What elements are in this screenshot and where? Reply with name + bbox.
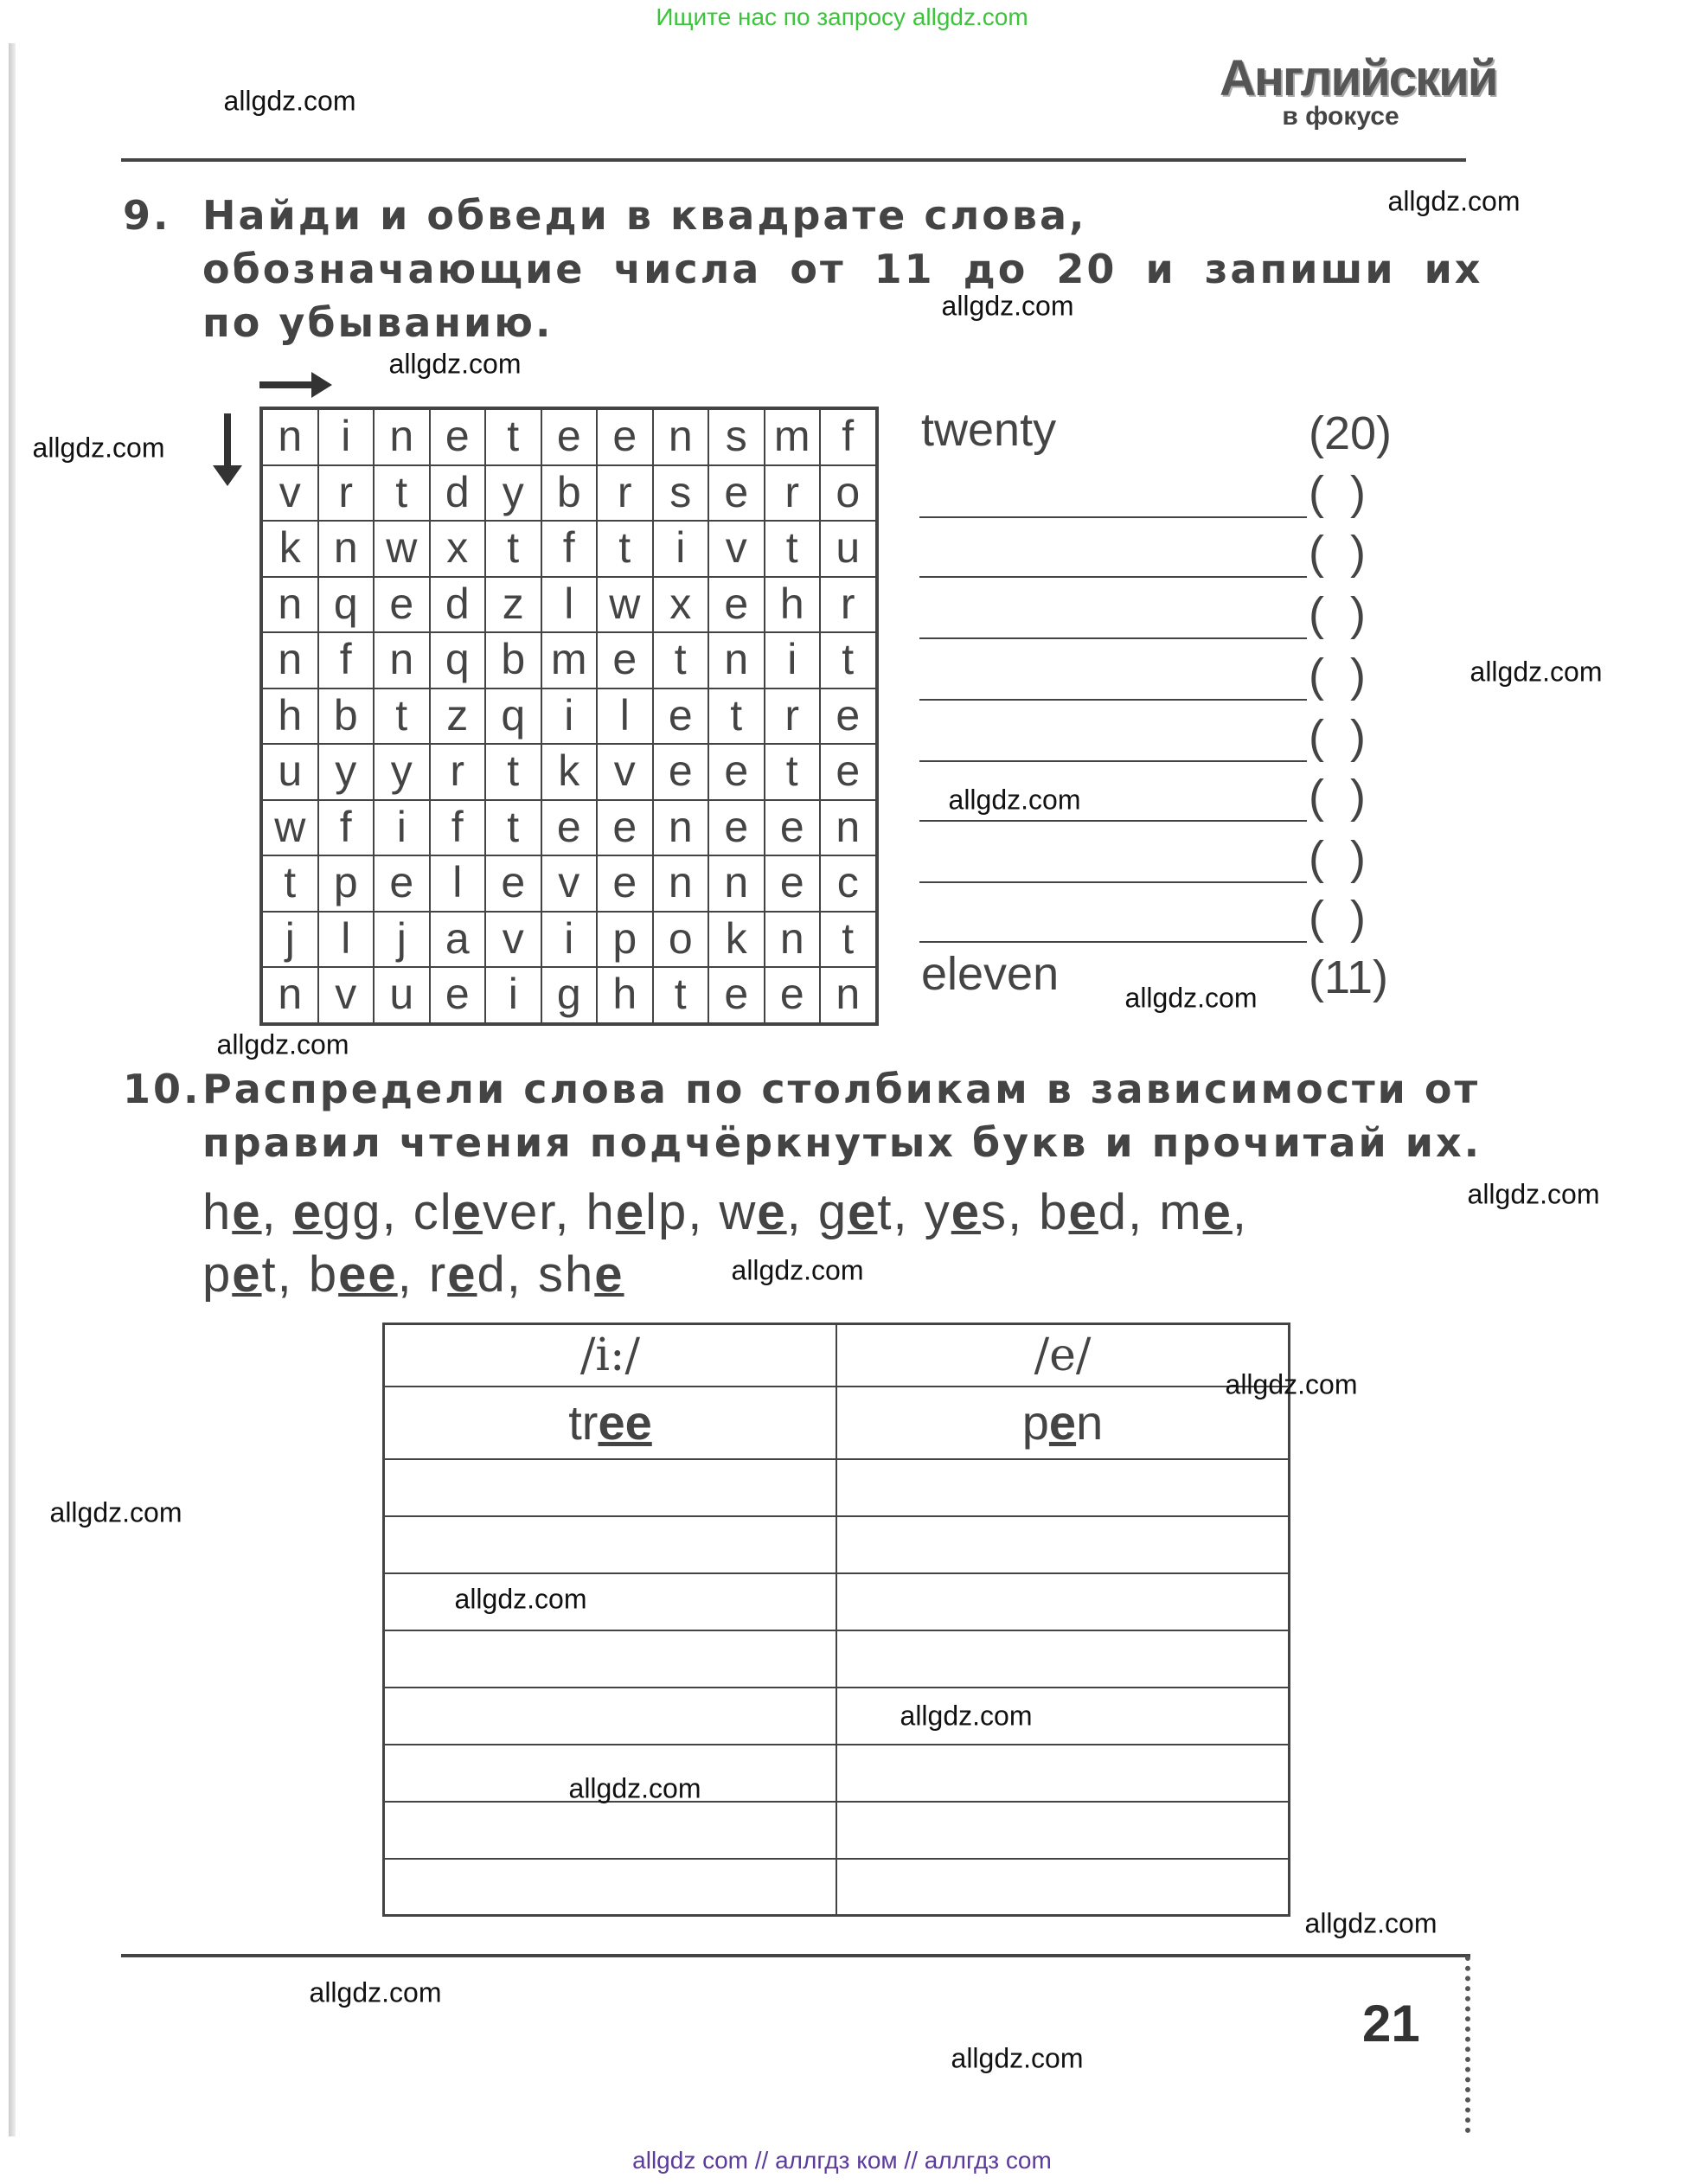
grid-letter[interactable]: e xyxy=(820,744,876,800)
watermark: allgdz.com xyxy=(1304,1907,1437,1939)
table-cell[interactable] xyxy=(384,1573,837,1630)
grid-letter[interactable]: h xyxy=(597,967,653,1023)
grid-letter[interactable]: e xyxy=(541,800,598,856)
grid-letter[interactable]: i xyxy=(541,912,598,968)
grid-letter[interactable]: v xyxy=(485,912,541,968)
word: me xyxy=(1159,1184,1233,1240)
grid-letter[interactable]: t xyxy=(262,855,318,912)
word: bed xyxy=(1039,1184,1129,1240)
watermark: allgdz.com xyxy=(941,290,1074,322)
table-cell[interactable] xyxy=(836,1859,1290,1916)
grid-letter[interactable]: n xyxy=(374,632,430,689)
header-divider xyxy=(121,158,1466,162)
grid-letter[interactable]: n xyxy=(820,967,876,1023)
grid-letter[interactable]: z xyxy=(430,689,486,745)
answer-input-line[interactable] xyxy=(919,760,1307,762)
grid-letter[interactable]: t xyxy=(653,967,709,1023)
grid-letter[interactable]: u xyxy=(262,744,318,800)
grid-letter[interactable]: e xyxy=(708,577,765,633)
grid-letter[interactable]: r xyxy=(765,689,821,745)
grid-letter[interactable]: n xyxy=(653,855,709,912)
grid-letter[interactable]: m xyxy=(765,409,821,465)
table-cell[interactable] xyxy=(384,1859,837,1916)
underlined-letters: e xyxy=(951,1184,982,1240)
word: yes xyxy=(924,1184,1008,1240)
underlined-letters: ee xyxy=(598,1395,652,1450)
table-cell[interactable] xyxy=(384,1802,837,1859)
grid-letter[interactable]: e xyxy=(708,800,765,856)
grid-letter[interactable]: e xyxy=(597,632,653,689)
underlined-letters: e xyxy=(757,1184,787,1240)
grid-letter[interactable]: e xyxy=(765,967,821,1023)
grid-letter[interactable]: e xyxy=(708,967,765,1023)
word: she xyxy=(538,1246,624,1303)
grid-letter[interactable]: p xyxy=(318,855,375,912)
underlined-letters: e xyxy=(232,1246,262,1303)
answer-row xyxy=(919,464,1386,525)
grid-letter[interactable]: v xyxy=(262,465,318,522)
word: clever xyxy=(413,1184,555,1240)
grid-letter[interactable]: e xyxy=(374,577,430,633)
answer-row xyxy=(919,889,1386,950)
grid-letter[interactable]: n xyxy=(262,967,318,1023)
grid-letter[interactable]: n xyxy=(262,632,318,689)
watermark: allgdz.com xyxy=(1467,1178,1600,1210)
underlined-letters: e xyxy=(615,1184,646,1240)
grid-letter[interactable]: t xyxy=(708,689,765,745)
word: get xyxy=(817,1184,893,1240)
grid-letter[interactable]: i xyxy=(318,409,375,465)
word: we xyxy=(719,1184,787,1240)
task10-number: 10. xyxy=(123,1066,202,1112)
grid-letter[interactable]: b xyxy=(485,632,541,689)
grid-letter[interactable]: r xyxy=(430,744,486,800)
instruction-line: правил чтения подчёркнутых букв и прочитай их. xyxy=(202,1119,1482,1166)
grid-letter[interactable]: n xyxy=(653,409,709,465)
table-cell[interactable] xyxy=(836,1802,1290,1859)
arrow-down-icon xyxy=(213,413,242,486)
footer-divider xyxy=(121,1954,1470,1957)
answer-word: eleven xyxy=(921,948,1060,1000)
bottom-banner: allgdz com // аллгдз ком // аллгдз com xyxy=(632,2147,1052,2174)
table-cell[interactable] xyxy=(384,1688,837,1745)
grid-letter[interactable]: h xyxy=(262,689,318,745)
word: tree xyxy=(568,1395,652,1450)
scan-edge xyxy=(9,43,16,2136)
grid-letter[interactable]: l xyxy=(318,912,375,968)
grid-letter[interactable]: x xyxy=(430,521,486,577)
underlined-letters: e xyxy=(452,1184,483,1240)
grid-letter[interactable]: t xyxy=(765,521,821,577)
answer-row xyxy=(919,586,1386,646)
answer-row xyxy=(919,404,1393,465)
grid-letter[interactable]: u xyxy=(820,521,876,577)
answer-row xyxy=(919,647,1386,708)
answer-number: ( ) xyxy=(1309,892,1366,944)
grid-letter[interactable]: w xyxy=(597,577,653,633)
grid-letter[interactable]: a xyxy=(430,912,486,968)
watermark: allgdz.com xyxy=(1469,656,1603,688)
grid-letter[interactable]: t xyxy=(765,744,821,800)
grid-letter[interactable]: t xyxy=(820,632,876,689)
grid-letter[interactable]: d xyxy=(430,465,486,522)
grid-letter[interactable]: e xyxy=(485,855,541,912)
grid-letter[interactable]: t xyxy=(485,521,541,577)
underlined-letters: e xyxy=(447,1246,477,1303)
grid-letter[interactable]: l xyxy=(597,689,653,745)
underlined-letters: e xyxy=(292,1184,323,1240)
task10-instructions xyxy=(202,1062,1482,1169)
sorting-table xyxy=(382,1323,1290,1917)
answer-row xyxy=(919,708,1386,769)
grid-letter[interactable]: e xyxy=(597,800,653,856)
table-cell[interactable] xyxy=(836,1745,1290,1802)
answer-number: ( ) xyxy=(1309,832,1366,884)
task9-number: 9. xyxy=(123,192,171,239)
watermark: allgdz.com xyxy=(568,1772,701,1804)
answer-input-line[interactable] xyxy=(919,881,1307,883)
grid-letter[interactable]: f xyxy=(318,800,375,856)
instruction-line: Найди и обведи в квадрате слова, xyxy=(202,192,1087,239)
answer-row xyxy=(919,524,1386,585)
arrow-right-icon xyxy=(259,372,332,398)
grid-letter[interactable]: n xyxy=(765,912,821,968)
table-cell[interactable] xyxy=(836,1516,1290,1573)
grid-letter[interactable]: y xyxy=(318,744,375,800)
grid-letter[interactable]: e xyxy=(708,465,765,522)
grid-letter[interactable]: k xyxy=(262,521,318,577)
answer-number: ( ) xyxy=(1309,711,1366,763)
answer-number: ( ) xyxy=(1309,588,1366,640)
grid-letter[interactable]: r xyxy=(820,577,876,633)
underlined-letters: e xyxy=(848,1184,878,1240)
book-logo xyxy=(1220,50,1497,131)
grid-letter[interactable]: p xyxy=(597,912,653,968)
underlined-letters: e xyxy=(232,1184,262,1240)
grid-letter[interactable]: h xyxy=(765,577,821,633)
watermark: allgdz.com xyxy=(731,1254,864,1286)
word-list-line-2: pet, bee, red, she xyxy=(202,1246,624,1303)
grid-letter[interactable]: n xyxy=(374,409,430,465)
grid-letter[interactable]: i xyxy=(485,967,541,1023)
word: red xyxy=(428,1246,507,1303)
answer-input-line[interactable] xyxy=(919,941,1307,943)
grid-letter[interactable]: k xyxy=(541,744,598,800)
watermark: allgdz.com xyxy=(32,432,165,464)
grid-letter[interactable]: r xyxy=(318,465,375,522)
watermark: allgdz.com xyxy=(948,784,1081,816)
grid-letter[interactable]: e xyxy=(708,744,765,800)
answer-input-line[interactable] xyxy=(919,516,1307,518)
grid-letter[interactable]: e xyxy=(765,855,821,912)
instruction-line: обозначающие числа от 11 до 20 и запиши их xyxy=(202,246,1483,292)
grid-letter[interactable]: w xyxy=(374,521,430,577)
grid-letter[interactable]: e xyxy=(653,744,709,800)
grid-letter[interactable]: w xyxy=(262,800,318,856)
grid-letter[interactable]: e xyxy=(597,855,653,912)
grid-letter[interactable]: i xyxy=(374,800,430,856)
grid-letter[interactable]: b xyxy=(318,689,375,745)
watermark: allgdz.com xyxy=(223,85,356,117)
grid-letter[interactable]: n xyxy=(708,855,765,912)
grid-letter[interactable]: f xyxy=(541,521,598,577)
grid-letter[interactable]: t xyxy=(485,744,541,800)
grid-letter[interactable]: i xyxy=(765,632,821,689)
grid-letter[interactable]: t xyxy=(374,465,430,522)
answer-number: (11) xyxy=(1309,951,1389,1003)
underlined-letters: ee xyxy=(338,1246,398,1303)
answer-word: twenty xyxy=(921,404,1057,456)
grid-letter[interactable]: e xyxy=(597,409,653,465)
grid-letter[interactable]: t xyxy=(653,632,709,689)
grid-letter[interactable]: k xyxy=(708,912,765,968)
answer-number: ( ) xyxy=(1309,650,1366,701)
underlined-letters: e xyxy=(1068,1184,1098,1240)
answer-number: ( ) xyxy=(1309,467,1366,519)
grid-letter[interactable]: z xyxy=(485,577,541,633)
table-cell[interactable] xyxy=(836,1459,1290,1516)
grid-letter[interactable]: c xyxy=(820,855,876,912)
grid-letter[interactable]: t xyxy=(485,800,541,856)
grid-letter[interactable]: q xyxy=(485,689,541,745)
grid-letter[interactable]: i xyxy=(653,521,709,577)
grid-letter[interactable]: n xyxy=(653,800,709,856)
grid-letter[interactable]: m xyxy=(541,632,598,689)
word: pen xyxy=(1021,1395,1104,1450)
grid-letter[interactable]: i xyxy=(541,689,598,745)
grid-letter[interactable]: y xyxy=(485,465,541,522)
grid-letter[interactable]: d xyxy=(430,577,486,633)
column-header-i: /i:/ xyxy=(384,1324,837,1387)
grid-letter[interactable]: f xyxy=(318,632,375,689)
table-cell[interactable] xyxy=(384,1630,837,1688)
answer-number: ( ) xyxy=(1309,771,1366,823)
grid-letter[interactable]: n xyxy=(262,409,318,465)
word: bee xyxy=(308,1246,398,1303)
word: help xyxy=(586,1184,688,1240)
grid-letter[interactable]: e xyxy=(541,409,598,465)
instruction-line: Распредели слова по столбикам в зависимости от xyxy=(202,1066,1481,1112)
grid-letter[interactable]: e xyxy=(653,689,709,745)
grid-letter[interactable]: n xyxy=(820,800,876,856)
grid-letter[interactable]: v xyxy=(708,521,765,577)
grid-letter[interactable]: t xyxy=(485,409,541,465)
watermark: allgdz.com xyxy=(1387,185,1521,217)
grid-letter[interactable]: n xyxy=(262,577,318,633)
answer-input-line[interactable] xyxy=(919,820,1307,822)
grid-letter[interactable]: l xyxy=(541,577,598,633)
grid-letter[interactable]: t xyxy=(597,521,653,577)
grid-letter[interactable]: s xyxy=(708,409,765,465)
answer-input-line[interactable] xyxy=(919,576,1307,578)
logo-subtitle: в фокусе xyxy=(1282,102,1399,131)
grid-letter[interactable]: q xyxy=(318,577,375,633)
grid-letter[interactable]: r xyxy=(765,465,821,522)
grid-letter[interactable]: o xyxy=(820,465,876,522)
page-number: 21 xyxy=(1362,1995,1420,2053)
grid-letter[interactable]: e xyxy=(765,800,821,856)
underlined-letters: e xyxy=(594,1246,624,1303)
grid-letter[interactable]: e xyxy=(820,689,876,745)
grid-letter[interactable]: l xyxy=(430,855,486,912)
grid-letter[interactable]: q xyxy=(430,632,486,689)
grid-letter[interactable]: b xyxy=(541,465,598,522)
table-cell[interactable] xyxy=(836,1630,1290,1688)
watermark: allgdz.com xyxy=(454,1583,587,1615)
word: he xyxy=(202,1184,262,1240)
underlined-letters: e xyxy=(1202,1184,1233,1240)
grid-letter[interactable]: j xyxy=(262,912,318,968)
grid-letter[interactable]: s xyxy=(653,465,709,522)
example-pen xyxy=(836,1387,1290,1459)
grid-letter[interactable]: o xyxy=(653,912,709,968)
grid-letter[interactable]: n xyxy=(708,632,765,689)
watermark: allgdz.com xyxy=(900,1700,1033,1732)
dotted-margin xyxy=(1465,1956,1470,2133)
answer-input-line[interactable] xyxy=(919,637,1307,639)
watermark: allgdz.com xyxy=(49,1496,182,1528)
grid-letter[interactable]: e xyxy=(374,855,430,912)
grid-letter[interactable]: j xyxy=(374,912,430,968)
example-tree xyxy=(384,1387,837,1459)
grid-letter[interactable]: n xyxy=(318,521,375,577)
grid-letter[interactable]: e xyxy=(430,967,486,1023)
grid-letter[interactable]: f xyxy=(820,409,876,465)
table-cell[interactable] xyxy=(836,1573,1290,1630)
grid-letter[interactable]: t xyxy=(820,912,876,968)
column-header-e: /e/ xyxy=(836,1324,1290,1387)
watermark: allgdz.com xyxy=(951,2042,1084,2074)
answer-number: ( ) xyxy=(1309,527,1366,579)
answer-input-line[interactable] xyxy=(919,699,1307,701)
grid-letter[interactable]: e xyxy=(430,409,486,465)
grid-letter[interactable]: u xyxy=(374,967,430,1023)
watermark: allgdz.com xyxy=(309,1976,442,2008)
watermark: allgdz.com xyxy=(1124,982,1258,1014)
grid-letter[interactable]: v xyxy=(597,744,653,800)
word: pet xyxy=(202,1246,278,1303)
task9-instructions xyxy=(202,189,1482,349)
watermark: allgdz.com xyxy=(216,1028,349,1060)
instruction-line: по убыванию. xyxy=(202,299,554,346)
logo-title: Английский xyxy=(1220,50,1497,106)
word-list-line-1: he, egg, clever, help, we, get, yes, bed, me, xyxy=(202,1184,1248,1240)
table-cell[interactable] xyxy=(384,1459,837,1516)
answer-number: (20) xyxy=(1309,407,1393,459)
grid-letter[interactable]: f xyxy=(430,800,486,856)
word: egg xyxy=(292,1184,382,1240)
grid-letter[interactable]: r xyxy=(597,465,653,522)
watermark: allgdz.com xyxy=(1225,1368,1358,1400)
grid-letter[interactable]: t xyxy=(374,689,430,745)
table-cell[interactable] xyxy=(384,1516,837,1573)
underlined-letters: e xyxy=(1048,1395,1077,1450)
grid-letter[interactable]: v xyxy=(318,967,375,1023)
grid-letter[interactable]: v xyxy=(541,855,598,912)
watermark: allgdz.com xyxy=(388,348,522,380)
grid-letter[interactable]: y xyxy=(374,744,430,800)
grid-letter[interactable]: x xyxy=(653,577,709,633)
answer-row xyxy=(919,829,1386,890)
top-banner: Ищите нас по запросу allgdz.com xyxy=(656,3,1028,30)
grid-letter[interactable]: g xyxy=(541,967,598,1023)
word-search-grid[interactable] xyxy=(259,407,879,1026)
